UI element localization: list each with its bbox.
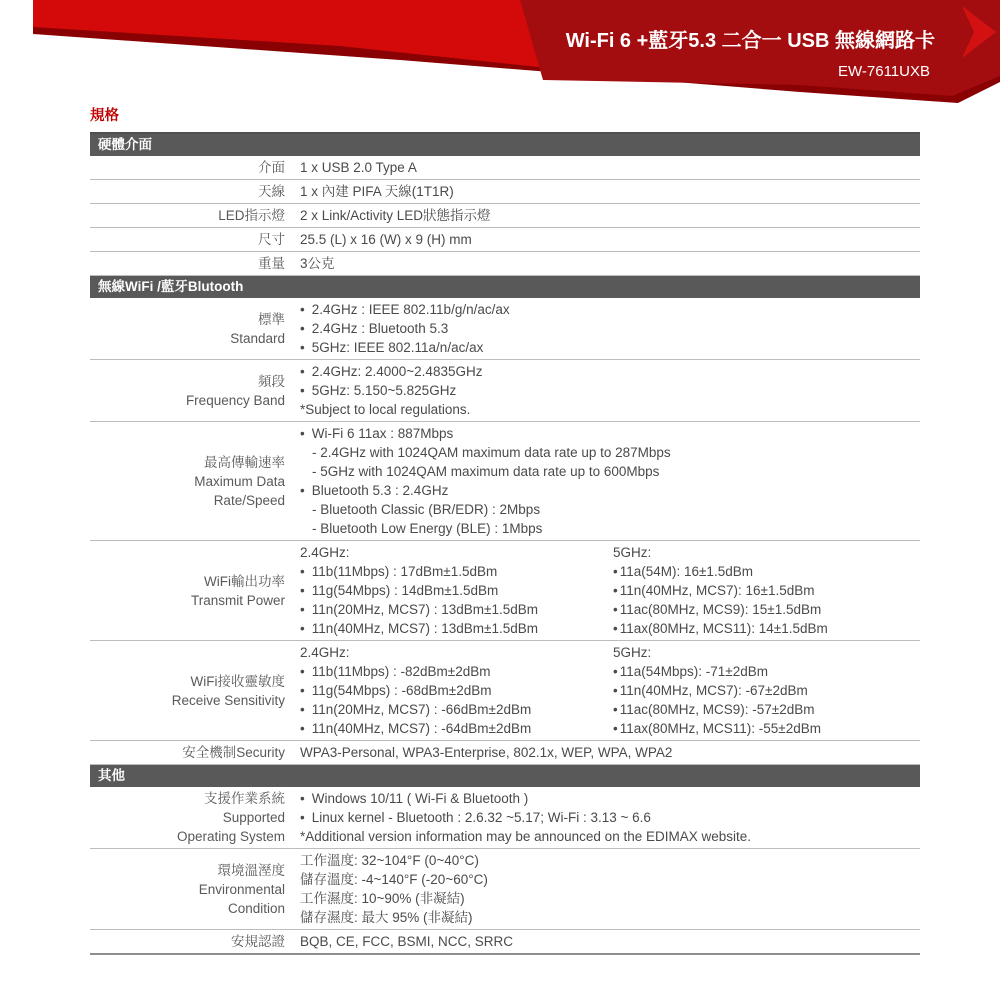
row-label-line: Frequency Band xyxy=(185,392,285,408)
spec-row xyxy=(90,641,920,741)
value-line: BQB, CE, FCC, BSMI, NCC, SRRC xyxy=(300,934,514,949)
value-line: WPA3-Personal, WPA3-Enterprise, 802.1x, WEP, WPA, WPA2 xyxy=(300,745,673,760)
row-value xyxy=(300,362,920,419)
value-line: 3公克 xyxy=(300,256,335,271)
row-label-line: Environmental xyxy=(198,881,285,897)
row-label-line: WiFi輸出功率 xyxy=(204,573,285,589)
row-value xyxy=(300,182,920,201)
row-label-line: 介面 xyxy=(258,160,285,175)
row-value xyxy=(300,543,920,638)
row-label xyxy=(90,932,300,951)
spec-row xyxy=(90,741,920,765)
value-line: - 5GHz with 1024QAM maximum data rate up to 600Mbps xyxy=(312,464,660,479)
section-header-bar: 其他 xyxy=(90,765,920,787)
row-value xyxy=(300,789,920,846)
value-line: *Additional version information may be announced on the EDIMAX website. xyxy=(300,829,752,844)
value-line: • 11g(54Mbps) : 14dBm±1.5dBm xyxy=(300,581,613,600)
row-label-line: LED指示燈 xyxy=(218,208,285,223)
spec-row xyxy=(90,228,920,252)
value-line: 1 x USB 2.0 Type A xyxy=(300,160,417,175)
value-line: • 2.4GHz: 2.4000~2.4835GHz xyxy=(300,362,920,381)
row-label xyxy=(90,182,300,201)
row-label xyxy=(90,743,300,762)
value-line: - 2.4GHz with 1024QAM maximum data rate up to 287Mbps xyxy=(312,445,671,460)
row-label-line: 重量 xyxy=(258,256,285,271)
value-column xyxy=(300,206,920,225)
spec-row xyxy=(90,930,920,955)
value-column xyxy=(300,182,920,201)
value-line: 2.4GHz: xyxy=(300,545,350,560)
value-column xyxy=(300,158,920,177)
value-line: • 11ac(80MHz, MCS9): 15±1.5dBm xyxy=(613,600,920,619)
row-label xyxy=(90,372,300,410)
value-line: • Wi-Fi 6 11ax : 887Mbps xyxy=(300,424,920,443)
value-line: • 11n(40MHz, MCS7) : 13dBm±1.5dBm xyxy=(300,619,613,638)
value-line: 工作溫度: 32~104°F (0~40°C) xyxy=(300,853,479,868)
value-line: 5GHz: xyxy=(613,645,652,660)
product-model: EW-7611UXB xyxy=(838,63,930,80)
value-column xyxy=(613,643,920,738)
product-title: Wi-Fi 6 +藍牙5.3 二合一 USB 無線網路卡 xyxy=(565,30,935,52)
value-column xyxy=(300,789,920,846)
row-label-line: Standard xyxy=(230,330,285,346)
row-label-line: Receive Sensitivity xyxy=(171,692,285,708)
row-label-line: Rate/Speed xyxy=(213,492,285,508)
value-line: • 11ax(80MHz, MCS11): -55±2dBm xyxy=(613,719,920,738)
value-line: • 11n(20MHz, MCS7) : 13dBm±1.5dBm xyxy=(300,600,613,619)
row-value xyxy=(300,158,920,177)
value-line: - Bluetooth Classic (BR/EDR) : 2Mbps xyxy=(312,502,541,517)
value-line: • Windows 10/11 ( Wi-Fi & Bluetooth ) xyxy=(300,789,920,808)
spec-row xyxy=(90,422,920,541)
value-line: 2 x Link/Activity LED狀態指示燈 xyxy=(300,208,491,223)
row-label xyxy=(90,861,300,918)
value-column xyxy=(300,254,920,273)
row-label-line: Supported xyxy=(222,810,285,825)
value-line: • 11b(11Mbps) : -82dBm±2dBm xyxy=(300,662,613,681)
spec-row xyxy=(90,180,920,204)
value-line: • 5GHz: 5.150~5.825GHz xyxy=(300,381,920,400)
value-line: • 11g(54Mbps) : -68dBm±2dBm xyxy=(300,681,613,700)
value-line: • 11n(40MHz, MCS7) : -64dBm±2dBm xyxy=(300,719,613,738)
section-header-bar: 硬體介面 xyxy=(90,134,920,156)
row-label xyxy=(90,254,300,273)
row-label xyxy=(90,206,300,225)
value-column xyxy=(613,543,920,638)
value-line: 1 x 內建 PIFA 天線(1T1R) xyxy=(300,184,454,199)
value-line: • Bluetooth 5.3 : 2.4GHz xyxy=(300,481,920,500)
value-column xyxy=(300,543,613,638)
top-banner xyxy=(0,0,1000,115)
row-label xyxy=(90,310,300,348)
value-column xyxy=(300,851,920,927)
row-label xyxy=(90,789,300,846)
value-line: • Linux kernel - Bluetooth : 2.6.32 ~5.17; Wi-Fi : 3.13 ~ 6.6 xyxy=(300,808,920,827)
value-column xyxy=(300,424,920,538)
value-line: • 5GHz: IEEE 802.11a/n/ac/ax xyxy=(300,338,920,357)
value-column xyxy=(300,300,920,357)
spec-row xyxy=(90,360,920,422)
row-label-line: 環境溫溼度 xyxy=(217,862,285,878)
row-value xyxy=(300,300,920,357)
row-label-line: 最高傳輸速率 xyxy=(204,454,285,470)
value-column xyxy=(300,743,920,762)
row-value xyxy=(300,643,920,738)
row-label xyxy=(90,158,300,177)
value-line: 儲存濕度: 最大 95% (非凝結) xyxy=(300,910,473,925)
row-label-line: 尺寸 xyxy=(258,232,285,247)
row-value xyxy=(300,851,920,927)
row-label-line: 頻段 xyxy=(258,373,285,389)
value-line: 25.5 (L) x 16 (W) x 9 (H) mm xyxy=(300,232,472,247)
value-column xyxy=(300,362,920,419)
spec-table xyxy=(90,132,920,955)
spec-row xyxy=(90,787,920,849)
value-line: - Bluetooth Low Energy (BLE) : 1Mbps xyxy=(312,521,543,536)
value-line: • 2.4GHz : Bluetooth 5.3 xyxy=(300,319,920,338)
value-line: 工作濕度: 10~90% (非凝結) xyxy=(300,891,465,906)
row-label xyxy=(90,572,300,610)
row-value xyxy=(300,743,920,762)
value-line: • 2.4GHz : IEEE 802.11b/g/n/ac/ax xyxy=(300,300,920,319)
value-line: • 11n(40MHz, MCS7): 16±1.5dBm xyxy=(613,581,920,600)
section-header-bar: 無線WiFi /藍牙Blutooth xyxy=(90,276,920,298)
value-line: *Subject to local regulations. xyxy=(300,402,471,417)
row-label-line: 安全機制Security xyxy=(182,745,285,760)
value-line: • 11a(54M): 16±1.5dBm xyxy=(613,562,920,581)
value-line: • 11n(20MHz, MCS7) : -66dBm±2dBm xyxy=(300,700,613,719)
value-line: • 11n(40MHz, MCS7): -67±2dBm xyxy=(613,681,920,700)
row-label-line: 安規認證 xyxy=(231,934,285,949)
row-value xyxy=(300,206,920,225)
spec-row xyxy=(90,541,920,641)
spec-row xyxy=(90,204,920,228)
spec-row xyxy=(90,252,920,276)
value-line: • 11ax(80MHz, MCS11): 14±1.5dBm xyxy=(613,619,920,638)
row-value xyxy=(300,230,920,249)
row-label xyxy=(90,453,300,510)
spec-heading: 規格 xyxy=(90,108,119,124)
row-value xyxy=(300,932,920,951)
value-column xyxy=(300,932,920,951)
value-column xyxy=(300,643,613,738)
banner-graphic xyxy=(0,0,1000,115)
row-label-line: 支援作業系統 xyxy=(204,791,285,806)
value-line: 5GHz: xyxy=(613,545,652,560)
row-value xyxy=(300,424,920,538)
row-label xyxy=(90,230,300,249)
value-line: 2.4GHz: xyxy=(300,645,350,660)
spec-row xyxy=(90,298,920,360)
row-label-line: Transmit Power xyxy=(190,592,285,608)
row-label-line: Operating System xyxy=(176,829,285,844)
row-label-line: WiFi接收靈敏度 xyxy=(190,673,285,689)
row-value xyxy=(300,254,920,273)
spec-page xyxy=(90,104,920,955)
row-label-line: 天線 xyxy=(258,184,285,199)
spec-row xyxy=(90,156,920,180)
value-line: • 11a(54Mbps): -71±2dBm xyxy=(613,662,920,681)
value-line: • 11ac(80MHz, MCS9): -57±2dBm xyxy=(613,700,920,719)
value-column xyxy=(300,230,920,249)
value-line: • 11b(11Mbps) : 17dBm±1.5dBm xyxy=(300,562,613,581)
row-label-line: Maximum Data xyxy=(194,473,285,489)
spec-row xyxy=(90,849,920,930)
row-label-line: 標準 xyxy=(258,311,285,327)
row-label-line: Condition xyxy=(227,900,285,916)
row-label xyxy=(90,672,300,710)
value-line: 儲存溫度: -4~140°F (-20~60°C) xyxy=(300,872,488,887)
